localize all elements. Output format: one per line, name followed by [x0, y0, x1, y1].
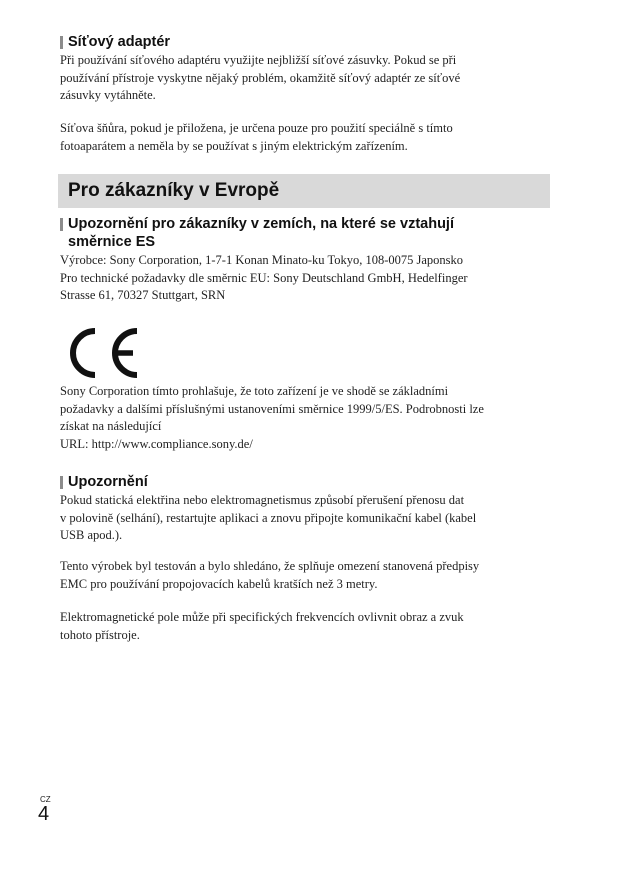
adapter-paragraph-1: Při používání síťového adaptéru využijte nejbližší síťové zásuvky. Pokud se při používání přístroje vyskytne nějaký problém, okamžitě síťový adaptér ze síťové zásuvky vytáhněte. — [60, 53, 461, 102]
es-heading — [60, 215, 454, 251]
heading-bar — [60, 218, 63, 231]
notice-heading-text: Upozornění — [68, 474, 148, 490]
page-number: 4 — [38, 803, 50, 825]
es-heading-line-2: směrnice ES — [68, 234, 156, 250]
europe-banner — [58, 174, 550, 208]
heading-bar — [60, 36, 63, 49]
notice-paragraph-3: Elektromagnetické pole může při specifických frekvencích ovlivnit obraz a zvuk tohoto přístroje. — [60, 610, 464, 642]
europe-banner-title: Pro zákazníky v Evropě — [68, 180, 280, 201]
adapter-heading-text: Síťový adaptér — [68, 34, 171, 50]
adapter-heading — [60, 33, 170, 51]
ce-mark-icon — [63, 327, 143, 379]
notice-paragraph-1: Pokud statická elektřina nebo elektromagnetismus způsobí přerušení přenosu dat v polovině (selhání), restartujte aplikaci a znovu připojte komunikační kabel (kabel USB apod.). — [60, 493, 477, 542]
footer-language: CZ — [40, 795, 51, 804]
heading-bar — [60, 476, 63, 489]
es-heading-line-1: Upozornění pro zákazníky v zemích, na které se vztahují — [68, 216, 454, 232]
notice-paragraph-2: Tento výrobek byl testován a bylo shledáno, že splňuje omezení stanovená předpisy EMC pro používání propojovacích kabelů kratších než 3 metry. — [60, 559, 480, 591]
es-paragraph-1: Výrobce: Sony Corporation, 1-7-1 Konan Minato-ku Tokyo, 108-0075 Japonsko Pro technické požadavky dle směrnic EU: Sony Deutschland GmbH, Hedelfinger Strasse 61, 70327 Stuttgart, SRN — [60, 253, 468, 302]
adapter-paragraph-2: Síťova šňůra, pokud je přiložena, je určena pouze pro použití speciálně s tímto fotoaparátem a neměla by se používat s jiným elektrickým zařízením. — [60, 121, 453, 153]
es-paragraph-2: Sony Corporation tímto prohlašuje, že toto zařízení je ve shodě se základními požadavky a dalšími příslušnými ustanoveními směrnice 1999/5/ES. Podrobnosti lze získat na následující URL: http://www.compliance.sony.de/ — [60, 384, 484, 451]
notice-heading — [60, 473, 148, 491]
